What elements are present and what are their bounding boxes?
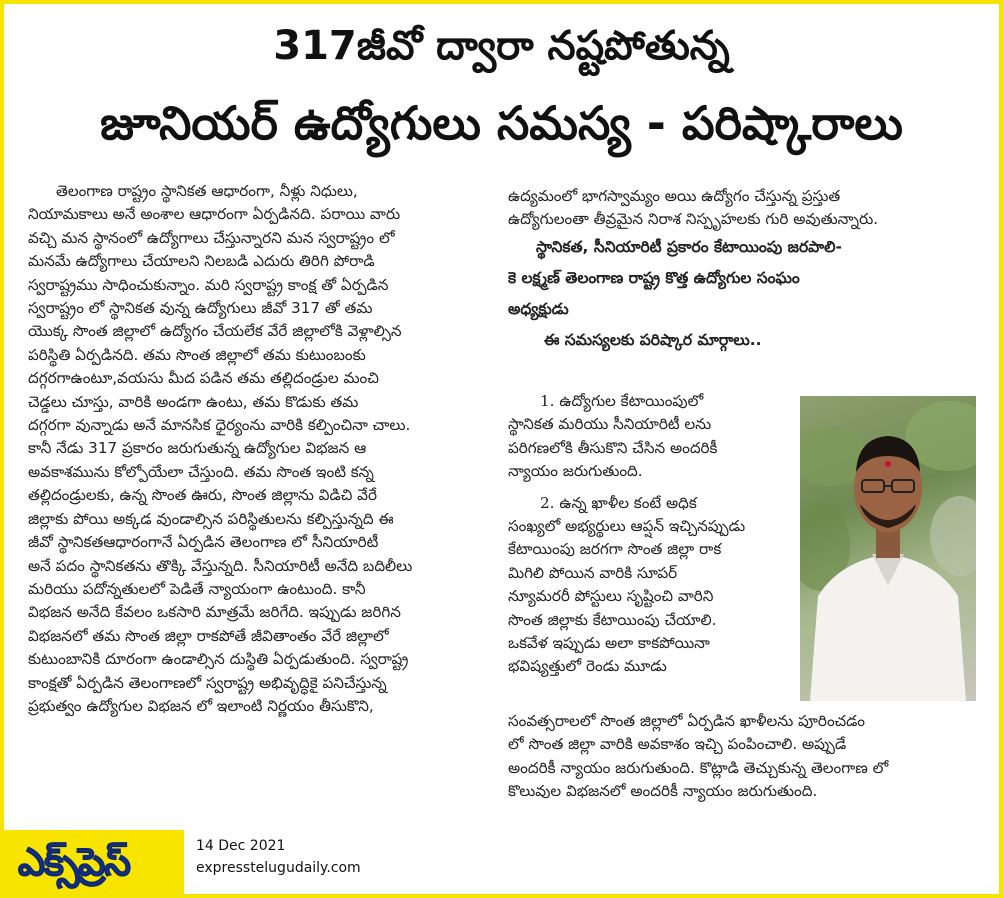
left-line: స్వరాష్ట్రము సాధించుకున్నాం. మరి స్వరాష్ట్ర కాంక్ష తో ఏర్పడిన xyxy=(28,275,389,294)
left-line: పరిస్థితి ఏర్పడినది. తమ సొంత జిల్లాలో తమ కుటుంబంకు xyxy=(28,345,366,364)
left-line: నియామకాలు అనే అంశాల ఆధారంగా ఏర్పడినది. పరాయి వారు xyxy=(28,205,401,224)
point-1-line: స్థానికత మరియు సీనియారిటీ లను xyxy=(508,415,712,434)
right-line: ఉద్యోగులంతా తీవ్రమైన నిరాశ నిస్పృహలకు గురి అవుతున్నారు. xyxy=(508,210,879,229)
left-line: కానీ నేడు 317 ప్రకారం జరుగుతున్న ఉద్యోగుల విభజన ఆ xyxy=(28,439,367,458)
website-link[interactable]: expresstelugudaily.com xyxy=(196,860,361,876)
left-line: జీవో స్థానికతఆధారంగానే ఏర్పడిన తెలంగాణ లో సీనియారిటీ xyxy=(28,533,379,552)
right-column-top xyxy=(508,185,973,356)
left-line: జిల్లాకు పోయి అక్కడ వుండాల్సిన పరిస్థితులను కల్పిస్తున్నది ఈ xyxy=(28,509,394,528)
author-line: స్థానికత, సీనియారిటీ ప్రకారం కేటాయింపు జరపాలి- xyxy=(536,237,842,256)
point-2-line: సొంత జిల్లాకు కేటాయింపు చేయాలి. xyxy=(508,610,717,629)
left-line: దగ్గరగా వున్నాడు అనే మానసిక ధైర్యంను వారికి కల్పించినా చాలు. xyxy=(28,416,411,435)
right-line: ఉద్యమంలో భాగస్వామ్యం అయి ఉద్యోగం చేస్తున్న ప్రస్తుత xyxy=(508,187,841,205)
left-line: కాంక్షతో ఏర్పడిన తెలంగాణలో స్వరాష్ట్ర అభివృద్ధికై పనిచేస్తున్న xyxy=(28,673,387,692)
left-column xyxy=(28,180,478,718)
left-line: వచ్చి మన స్థానంలో ఉద్యోగాలు చేస్తున్నారని మన స్వరాష్ట్రం లో xyxy=(28,228,395,247)
left-line: తల్లిదండ్రులకు, ఉన్న సొంత ఊరు, సొంత జిల్లాను విడిచి వేరే xyxy=(28,486,377,505)
left-line: విభజనలో తమ సొంత జిల్లా రాకపోతే జీవితాంతం వేరే జిల్లాలో xyxy=(28,626,389,645)
point-2-line: సంఖ్యలో అభ్యర్థులు ఆప్షన్ ఇచ్చినప్పుడు xyxy=(508,517,746,536)
left-line: ప్రభుత్వం ఉద్యోగుల విభజన లో ఇలాంటి నిర్ణయం తీసుకొని, xyxy=(28,696,374,715)
left-line: చెడ్డలు చూస్తు, వారికి అండగా ఉంటు, తమ కొడుకు తమ xyxy=(28,392,359,411)
solutions-heading: ఈ సమస్యలకు పరిష్కార మార్గాలు.. xyxy=(544,330,762,349)
headline-line-2: జూనియర్ ఉద్యోగులు సమస్య - పరిష్కారాలు xyxy=(100,96,903,150)
publication-date: 14 Dec 2021 xyxy=(196,838,286,854)
left-line: మరియు పదోన్నతులలో పెడితే న్యాయంగా ఉంటుంది. కానీ xyxy=(28,579,366,598)
point-2-line: భవిష్యత్తులో రెండు మూడు xyxy=(508,657,667,676)
person-portrait-icon xyxy=(800,396,976,701)
left-line: విభజన అనేది కేవలం ఒకసారి మాత్రమే జరిగేది. ఇప్పుడు జరిగిన xyxy=(28,603,401,622)
right-line: కొలువుల విభజనలో అందరికీ న్యాయం జరుగుతుంది. xyxy=(508,782,818,801)
point-2-title: 2. ఉన్న ఖాళీల కంటే అధిక xyxy=(540,493,697,512)
right-line: అందరికీ న్యాయం జరుగుతుంది. కొట్లాడి తెచ్చుకున్న తెలంగాణ లో xyxy=(508,758,889,777)
left-line: తెలంగాణ రాష్ట్రం స్థానికత ఆధారంగా, నీళ్లు నిధులు, xyxy=(56,182,358,200)
newspaper-logo xyxy=(4,830,184,894)
author-line: అధ్యక్షుడు xyxy=(508,299,569,318)
author-line: కె లక్ష్మణ్ తెలంగాణ రాష్ట్ర కొత్త ఉద్యోగుల సంఘం xyxy=(508,268,800,287)
point-2-line: న్యూమరరీ పోస్టులు సృష్టించి వారిని xyxy=(508,587,714,606)
point-2-line: మిగిలి పోయిన వారికి సూపర్ xyxy=(508,563,678,582)
point-2-line: ఒకవేళ ఇప్పుడు అలా కాకపోయినా xyxy=(508,634,710,653)
left-line: మనమే ఉద్యోగాలు చేయాలని నిలబడి ఎదురు తిరిగి పోరాడి xyxy=(28,252,375,271)
left-line: అనే పదం స్థానికతను తొక్కి వేస్తున్నది. సీనియారిటీ అనేది బదిలీలు xyxy=(28,556,413,575)
left-line: యొక్క సొంత జిల్లాలో ఉద్యోగం చేయలేక వేరే జిల్లాలోకి వెళ్లాల్సిన xyxy=(28,322,402,341)
left-line: స్వరాష్ట్రం లో స్థానికత వున్న ఉద్యోగులు జీవో 317 తో తమ xyxy=(28,299,373,318)
right-line: సంవత్సరాలలో సొంత జిల్లాలో ఏర్పడిన ఖాళీలను పూరించడం xyxy=(508,712,865,730)
logo-text: ఎక్స్‌ప్రెస్ xyxy=(18,840,130,884)
right-line: లో సొంత జిల్లా వారికి అవకాశం ఇచ్చి పంపించాలి. అప్పుడే xyxy=(508,735,847,754)
headline-line-1: 317జీవో ద్వారా నష్టపోతున్న xyxy=(273,23,730,69)
point-1-line: న్యాయం జరుగుతుంది. xyxy=(508,462,643,481)
left-line: కుటుంబానికి దూరంగా ఉండాల్సిన దుస్థితి ఏర్పడుతుంది. స్వరాష్ట్ర xyxy=(28,650,409,669)
author-photo xyxy=(800,396,976,701)
point-2-line: కేటాయింపు జరగగా సొంత జిల్లా రాక xyxy=(508,540,722,559)
left-line: దగ్గరగాఉంటూ,వయసు మీద పడిన తమ తల్లిదండ్రుల మంచి xyxy=(28,369,379,388)
point-1-title: 1. ఉద్యోగుల కేటాయింపులో xyxy=(540,392,704,410)
solutions-list xyxy=(508,390,788,679)
right-column-bottom xyxy=(508,710,973,804)
point-1-line: పరిగణలోకి తీసుకొని చేసిన అందరికీ xyxy=(508,438,718,457)
left-line: అవకాశమును కోల్పోయేలా చేస్తుంది. తమ సొంత ఇంటి కన్న xyxy=(28,462,374,481)
